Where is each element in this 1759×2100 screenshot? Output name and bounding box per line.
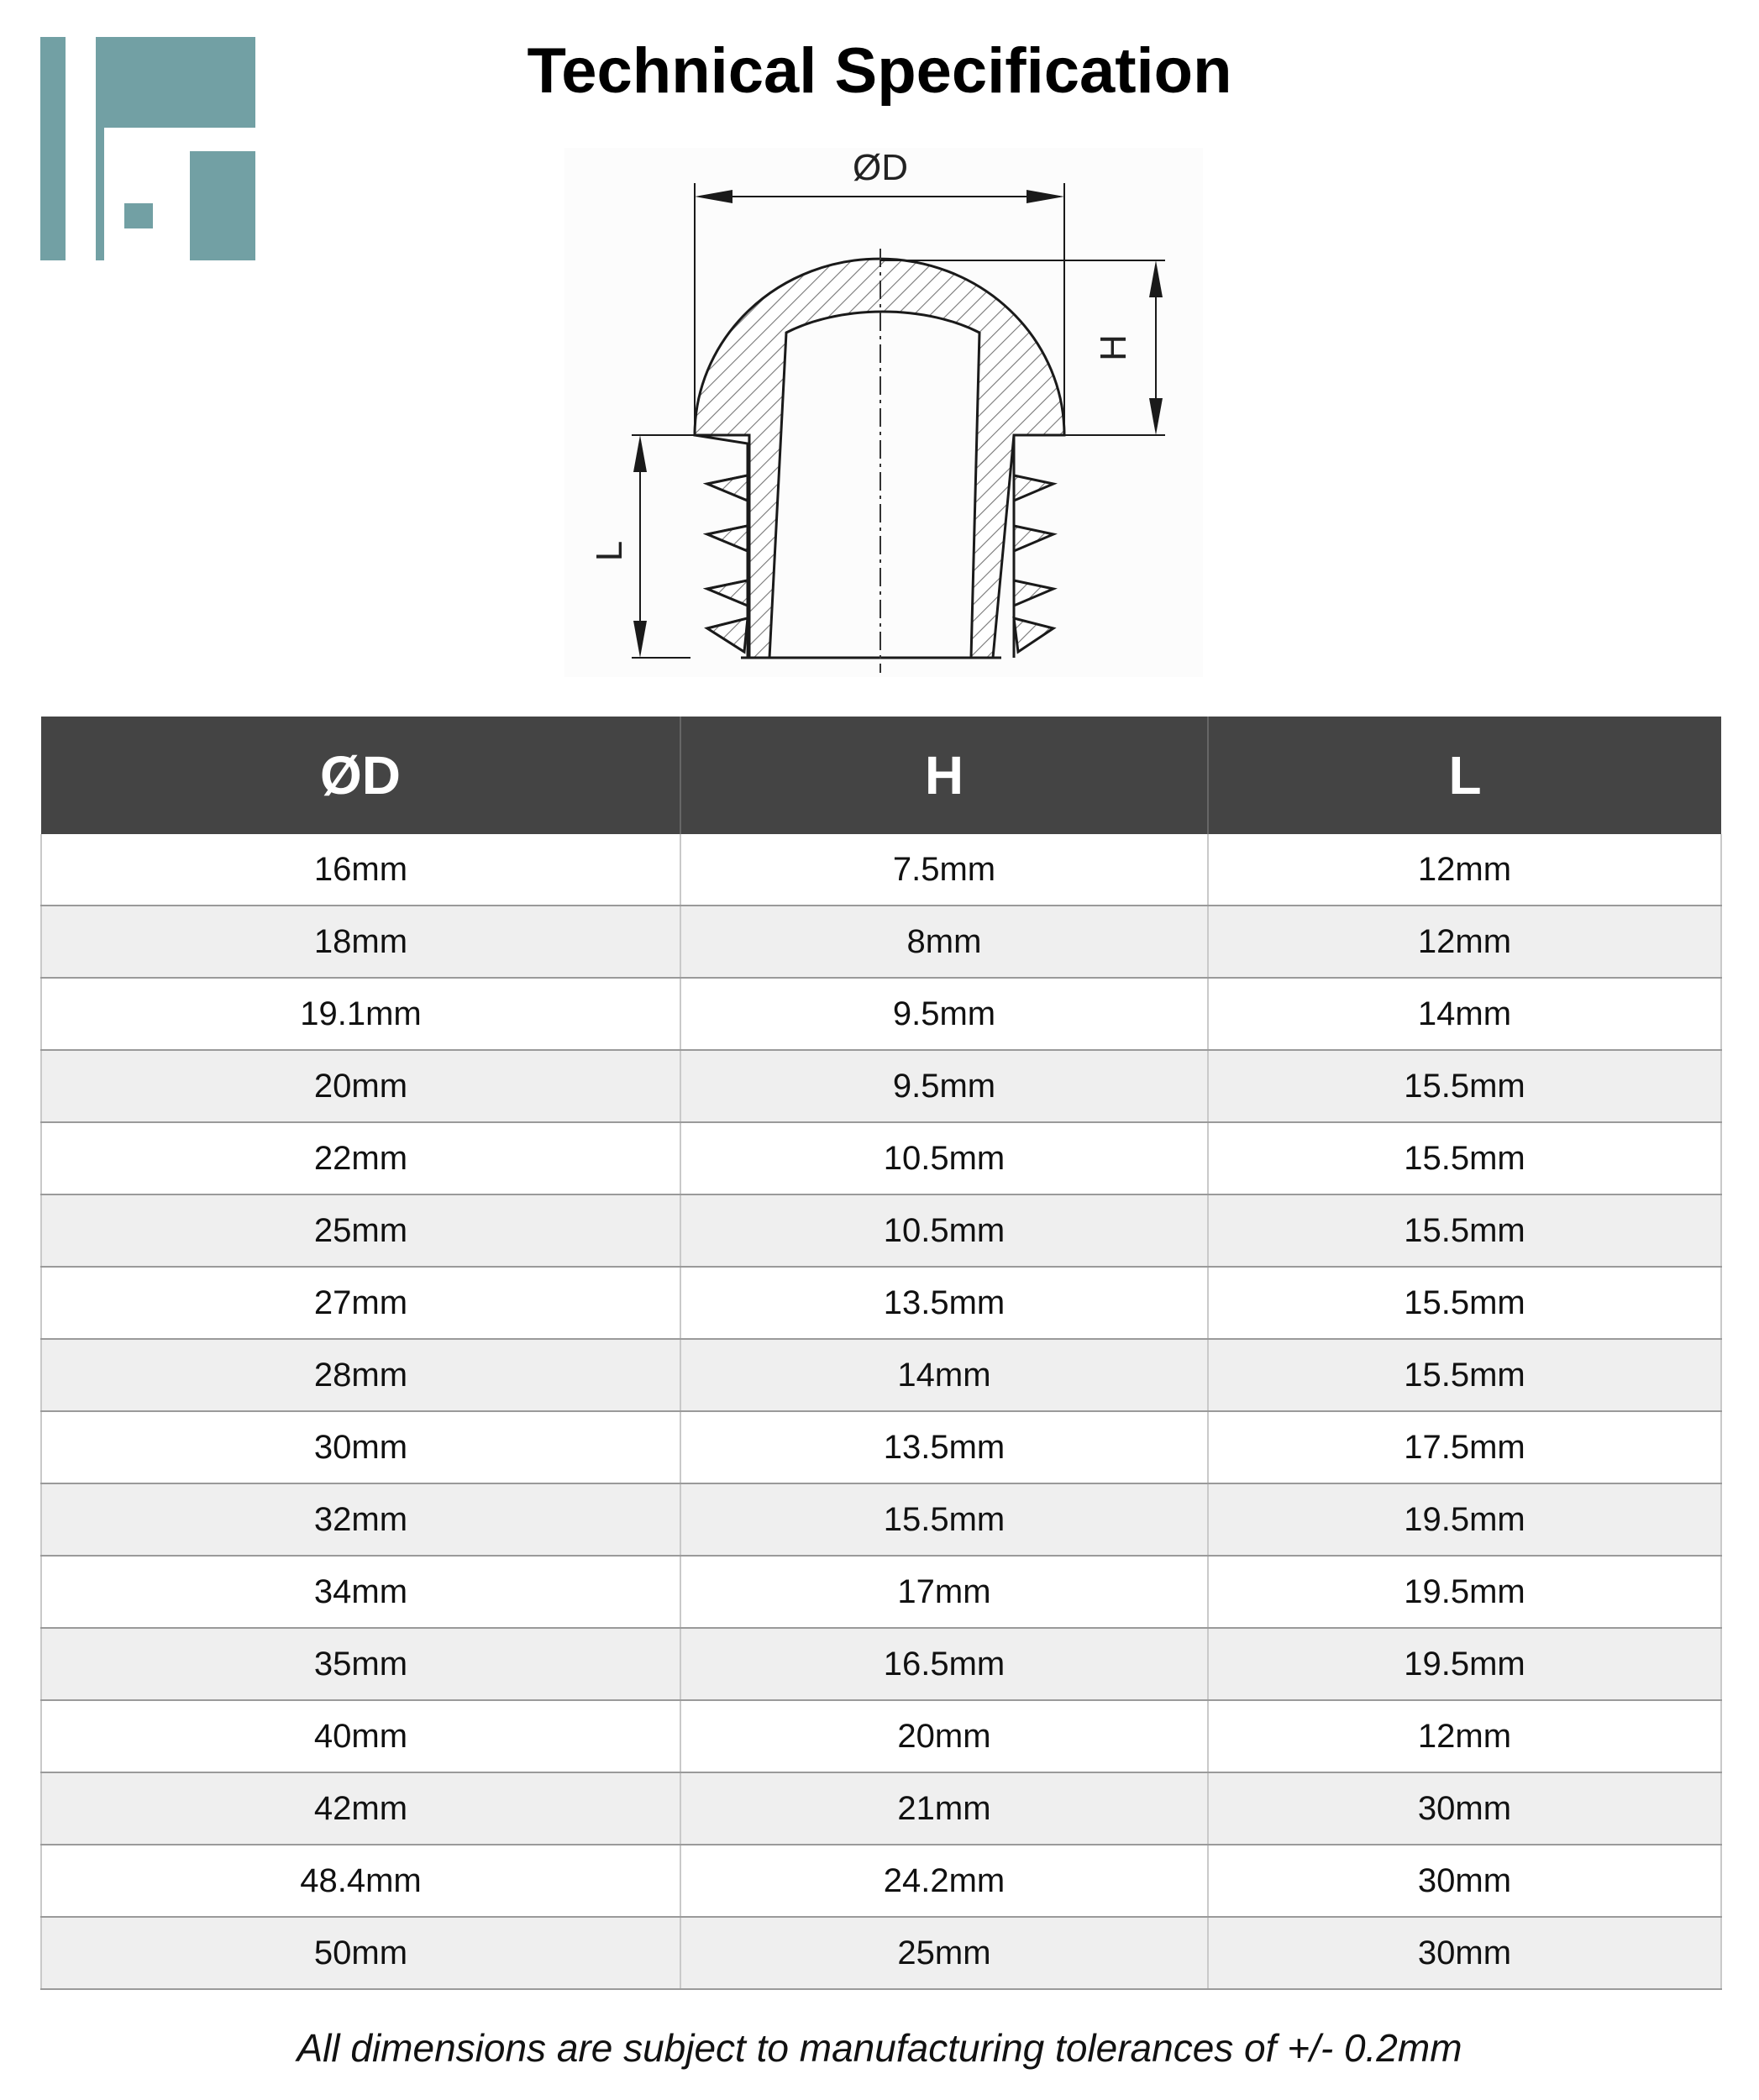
- table-row: [41, 906, 1721, 978]
- cell-height: 15.5mm: [680, 1483, 1208, 1556]
- cell-height: 8mm: [680, 906, 1208, 978]
- cell-diameter: 50mm: [41, 1917, 680, 1989]
- cell-height: 24.2mm: [680, 1845, 1208, 1917]
- cell-diameter: 34mm: [41, 1556, 680, 1628]
- cell-height: 9.5mm: [680, 1050, 1208, 1122]
- cell-length: 14mm: [1208, 978, 1721, 1050]
- table-row: [41, 834, 1721, 906]
- table-row: [41, 1267, 1721, 1339]
- cell-length: 30mm: [1208, 1845, 1721, 1917]
- page-title: Technical Specification: [527, 35, 1232, 107]
- cell-height: 20mm: [680, 1700, 1208, 1772]
- cell-height: 17mm: [680, 1556, 1208, 1628]
- table-row: [41, 1772, 1721, 1845]
- cell-diameter: 16mm: [41, 834, 680, 906]
- cell-height: 13.5mm: [680, 1411, 1208, 1483]
- cell-length: 17.5mm: [1208, 1411, 1721, 1483]
- cell-diameter: 40mm: [41, 1700, 680, 1772]
- table-row: [41, 1700, 1721, 1772]
- cell-length: 19.5mm: [1208, 1556, 1721, 1628]
- cell-length: 19.5mm: [1208, 1628, 1721, 1700]
- cell-height: 7.5mm: [680, 834, 1208, 906]
- cell-length: 15.5mm: [1208, 1267, 1721, 1339]
- cell-height: 14mm: [680, 1339, 1208, 1411]
- spec-table: [40, 717, 1722, 1990]
- cell-length: 12mm: [1208, 834, 1721, 906]
- cell-length: 30mm: [1208, 1772, 1721, 1845]
- cell-height: 25mm: [680, 1917, 1208, 1989]
- cell-length: 12mm: [1208, 1700, 1721, 1772]
- cell-height: 13.5mm: [680, 1267, 1208, 1339]
- tolerance-footnote: All dimensions are subject to manufacturing tolerances of +/- 0.2mm: [297, 2026, 1462, 2070]
- cell-diameter: 48.4mm: [41, 1845, 680, 1917]
- cell-diameter: 20mm: [41, 1050, 680, 1122]
- table-row: [41, 1483, 1721, 1556]
- cell-length: 12mm: [1208, 906, 1721, 978]
- cell-length: 15.5mm: [1208, 1122, 1721, 1194]
- cell-diameter: 28mm: [41, 1339, 680, 1411]
- table-row: [41, 1411, 1721, 1483]
- table-row: [41, 1628, 1721, 1700]
- cell-diameter: 30mm: [41, 1411, 680, 1483]
- table-row: [41, 1194, 1721, 1267]
- table-header-row: [41, 717, 1721, 834]
- table-row: [41, 978, 1721, 1050]
- cell-diameter: 42mm: [41, 1772, 680, 1845]
- cell-diameter: 27mm: [41, 1267, 680, 1339]
- cell-length: 19.5mm: [1208, 1483, 1721, 1556]
- table-row: [41, 1917, 1721, 1989]
- table-row: [41, 1339, 1721, 1411]
- table-row: [41, 1122, 1721, 1194]
- cap-cross-section-diagram: [564, 148, 1203, 677]
- diagram-label-l: L: [589, 540, 630, 562]
- cell-diameter: 22mm: [41, 1122, 680, 1194]
- cell-height: 21mm: [680, 1772, 1208, 1845]
- cell-length: 15.5mm: [1208, 1194, 1721, 1267]
- cell-height: 10.5mm: [680, 1194, 1208, 1267]
- header-height: H: [680, 717, 1208, 834]
- header-length: L: [1208, 717, 1721, 834]
- cell-height: 10.5mm: [680, 1122, 1208, 1194]
- cell-diameter: 18mm: [41, 906, 680, 978]
- header-diameter: ØD: [41, 717, 680, 834]
- table-row: [41, 1050, 1721, 1122]
- cell-length: 15.5mm: [1208, 1050, 1721, 1122]
- cell-diameter: 19.1mm: [41, 978, 680, 1050]
- cell-diameter: 25mm: [41, 1194, 680, 1267]
- cell-diameter: 32mm: [41, 1483, 680, 1556]
- cell-height: 16.5mm: [680, 1628, 1208, 1700]
- diagram-label-h: H: [1093, 334, 1134, 361]
- table-row: [41, 1556, 1721, 1628]
- cell-height: 9.5mm: [680, 978, 1208, 1050]
- diagram-label-d: ØD: [853, 148, 908, 188]
- cell-length: 30mm: [1208, 1917, 1721, 1989]
- table-row: [41, 1845, 1721, 1917]
- cell-length: 15.5mm: [1208, 1339, 1721, 1411]
- cell-diameter: 35mm: [41, 1628, 680, 1700]
